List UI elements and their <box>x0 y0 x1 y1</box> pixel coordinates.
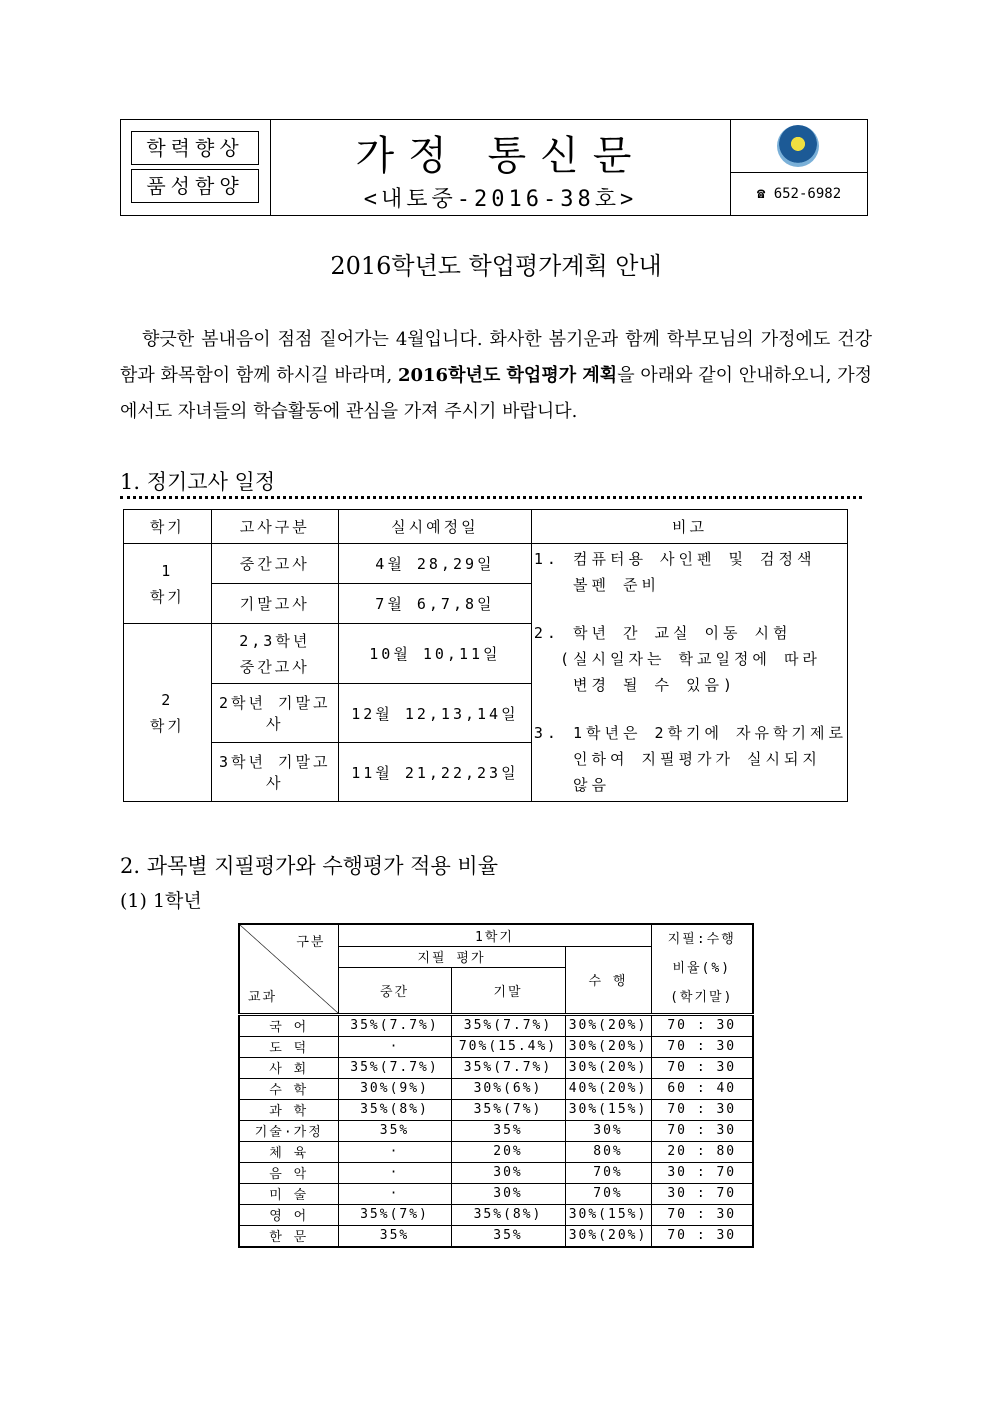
table-row <box>239 1162 753 1183</box>
performance-value: 30%(20%) <box>565 1057 651 1078</box>
intro-bold: 2016학년도 학업평가 계획 <box>397 365 618 386</box>
midterm-value: 35% <box>338 1120 451 1141</box>
header-semester: 학기 <box>124 510 212 544</box>
final-value: 30% <box>451 1162 565 1183</box>
performance-value: 30%(20%) <box>565 1225 651 1247</box>
final-value: 35%(7.7%) <box>451 1057 565 1078</box>
midterm-value: 35%(7.7%) <box>338 1014 451 1036</box>
midterm-value: · <box>338 1141 451 1162</box>
remark-3: 3. 1학년은 2학기에 자유학기제로 인하여 지필평가가 실시되지 않음 <box>533 724 847 794</box>
dotted-divider <box>120 496 862 499</box>
header-date: 실시예정일 <box>338 510 531 544</box>
header-remarks: 비고 <box>531 510 847 544</box>
ratio-value: 30 : 70 <box>651 1183 753 1204</box>
midterm-value: 35% <box>338 1225 451 1247</box>
exam-date: 12월 12,13,14일 <box>338 684 531 743</box>
midterm-header: 중간 <box>338 967 451 1014</box>
table-row <box>239 1183 753 1204</box>
final-value: 35% <box>451 1225 565 1247</box>
semester-1: 1 학기 <box>124 544 212 624</box>
performance-value: 30% <box>565 1120 651 1141</box>
final-value: 20% <box>451 1141 565 1162</box>
corner-top-label: 구분 <box>296 935 326 950</box>
ratio-value: 70 : 30 <box>651 1057 753 1078</box>
newsletter-header <box>120 119 868 216</box>
table-row <box>239 1141 753 1162</box>
final-value: 35%(7.7%) <box>451 1014 565 1036</box>
table-row <box>239 1014 753 1036</box>
table-row <box>239 1078 753 1099</box>
subject-name: 국 어 <box>239 1014 338 1036</box>
final-value: 30%(6%) <box>451 1078 565 1099</box>
ratio-value: 70 : 30 <box>651 1225 753 1247</box>
exam-date: 4월 28,29일 <box>338 544 531 584</box>
document-title: 2016학년도 학업평가계획 안내 <box>330 252 662 280</box>
ratio-value: 70 : 30 <box>651 1099 753 1120</box>
exam-name: 2학년 기말고사 <box>211 684 338 743</box>
phone-number: ☎ 652-6982 <box>756 186 842 202</box>
midterm-value: · <box>338 1183 451 1204</box>
performance-value: 40%(20%) <box>565 1078 651 1099</box>
midterm-value: 35%(7%) <box>338 1204 451 1225</box>
exam-date: 7월 6,7,8일 <box>338 584 531 624</box>
final-value: 35% <box>451 1120 565 1141</box>
remarks-cell <box>531 544 847 802</box>
midterm-value: · <box>338 1036 451 1057</box>
table-header-row <box>124 510 848 544</box>
intro-text-2: 을 아래와 같이 안내하오니, 가정에서도 자녀들의 학습활동에 관심을 가져 주시기 바랍니다. <box>120 365 873 422</box>
exam-name: 2,3학년 중간고사 <box>211 624 338 684</box>
ratio-value: 70 : 30 <box>651 1036 753 1057</box>
section2-title: 2. 과목별 지필평가와 수행평가 적용 비율 <box>120 854 498 878</box>
subject-name: 사 회 <box>239 1057 338 1078</box>
remark-1: 1. 컴퓨터용 사인펜 및 검정색 볼펜 준비 <box>533 550 816 594</box>
motto-box <box>121 120 271 215</box>
midterm-value: 30%(9%) <box>338 1078 451 1099</box>
subject-name: 체 육 <box>239 1141 338 1162</box>
ratio-value: 30 : 70 <box>651 1162 753 1183</box>
intro-paragraph <box>120 322 872 430</box>
exam-date: 11월 21,22,23일 <box>338 743 531 802</box>
issue-number: <내토중-2016-38호> <box>363 187 638 212</box>
performance-value: 30%(15%) <box>565 1099 651 1120</box>
subsection-grade1: (1) 1학년 <box>120 890 202 912</box>
newsletter-title: 가정 통신문 <box>355 133 646 179</box>
motto-academic: 학력향상 <box>131 131 259 165</box>
performance-value: 30%(15%) <box>565 1204 651 1225</box>
table-row <box>239 1120 753 1141</box>
midterm-value: 35%(8%) <box>338 1099 451 1120</box>
corner-cell <box>239 924 338 1014</box>
exam-schedule-table <box>123 509 848 802</box>
ratio-value: 70 : 30 <box>651 1014 753 1036</box>
table-header-row <box>239 924 753 946</box>
table-row <box>239 1225 753 1247</box>
ratio-value: 70 : 30 <box>651 1120 753 1141</box>
header-exam-type: 고사구분 <box>211 510 338 544</box>
table-row <box>239 1204 753 1225</box>
performance-value: 30%(20%) <box>565 1036 651 1057</box>
ratio-header: 지필:수행 비율(%) (학기말) <box>651 924 753 1014</box>
table-row <box>239 1036 753 1057</box>
motto-character: 품성함양 <box>131 169 259 203</box>
midterm-value: · <box>338 1162 451 1183</box>
title-box <box>271 120 731 215</box>
final-value: 30% <box>451 1183 565 1204</box>
table-row <box>124 544 848 584</box>
subject-name: 미 술 <box>239 1183 338 1204</box>
subject-name: 수 학 <box>239 1078 338 1099</box>
school-logo <box>777 125 819 167</box>
ratio-value: 70 : 30 <box>651 1204 753 1225</box>
subject-name: 음 악 <box>239 1162 338 1183</box>
table-row <box>239 1057 753 1078</box>
subject-name: 도 덕 <box>239 1036 338 1057</box>
exam-name: 3학년 기말고사 <box>211 743 338 802</box>
performance-value: 30%(20%) <box>565 1014 651 1036</box>
performance-value: 80% <box>565 1141 651 1162</box>
ratio-value: 60 : 40 <box>651 1078 753 1099</box>
semester-2: 2 학기 <box>124 624 212 802</box>
subject-name: 기술·가정 <box>239 1120 338 1141</box>
midterm-value: 35%(7.7%) <box>338 1057 451 1078</box>
subject-name: 한 문 <box>239 1225 338 1247</box>
performance-value: 70% <box>565 1183 651 1204</box>
exam-date: 10월 10,11일 <box>338 624 531 684</box>
grade1-ratio-table <box>238 923 754 1248</box>
intro-text-1: 향긋한 봄내음이 점점 짙어가는 4월입니다. 화사한 봄기운과 함께 학부모님의 가정에도 건강함과 화목함이 함께 하시길 바라며, <box>120 329 872 386</box>
ratio-value: 20 : 80 <box>651 1141 753 1162</box>
table-row <box>239 1099 753 1120</box>
subject-name: 과 학 <box>239 1099 338 1120</box>
final-header: 기말 <box>451 967 565 1014</box>
remark-2: 2. 학년 간 교실 이동 시험 (실시일자는 학교일정에 따라 변경 될 수 있음) <box>533 624 821 694</box>
exam-name: 중간고사 <box>211 544 338 584</box>
exam-name: 기말고사 <box>211 584 338 624</box>
section1-title: 1. 정기고사 일정 <box>120 470 276 494</box>
subject-name: 영 어 <box>239 1204 338 1225</box>
final-value: 70%(15.4%) <box>451 1036 565 1057</box>
corner-bottom-label: 교과 <box>248 989 278 1005</box>
performance-value: 70% <box>565 1162 651 1183</box>
logo-box <box>731 120 867 173</box>
final-value: 35%(8%) <box>451 1204 565 1225</box>
final-value: 35%(7%) <box>451 1099 565 1120</box>
semester-header: 1학기 <box>338 924 651 946</box>
performance-header: 수 행 <box>565 946 651 1014</box>
written-header: 지필 평가 <box>338 946 565 967</box>
